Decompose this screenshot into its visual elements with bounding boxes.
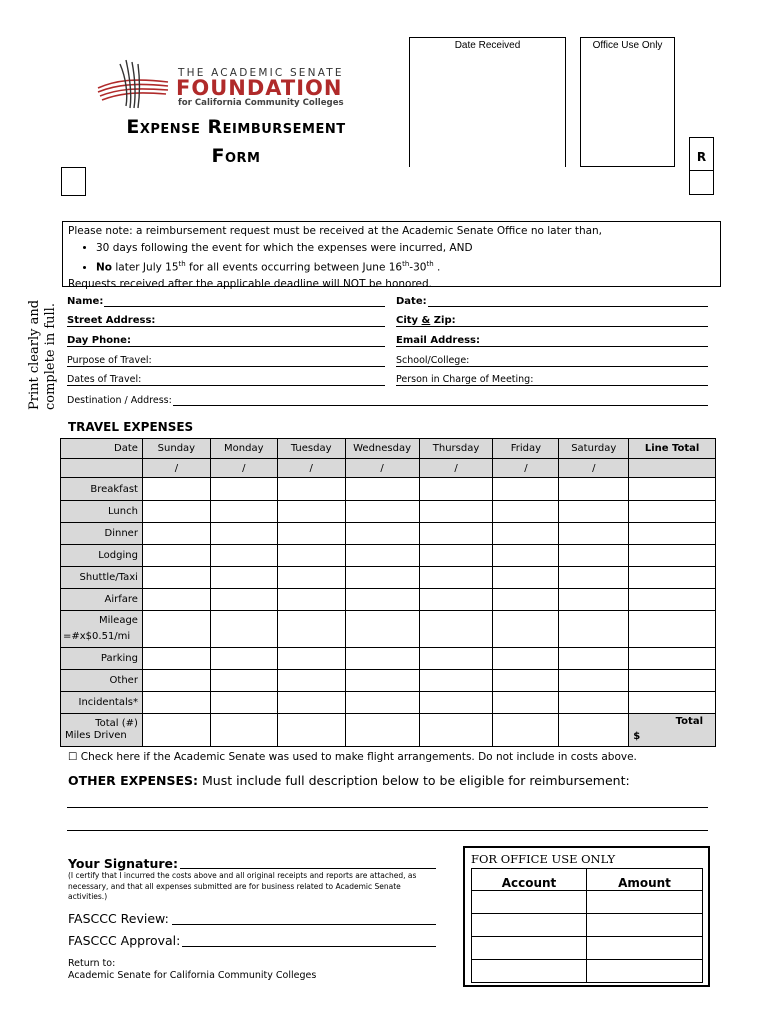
print-clearly-note <box>27 300 59 410</box>
signature-label: Your Signature: <box>68 856 178 871</box>
note-footer: Requests received after the applicable deadline will NOT be honored. <box>68 278 432 290</box>
expense-cell[interactable] <box>210 692 277 714</box>
date-input-sunday[interactable]: / <box>142 459 210 478</box>
row-label-airfare: Airfare <box>61 589 143 611</box>
expense-cell[interactable] <box>277 611 345 648</box>
form-checkbox[interactable] <box>61 167 86 196</box>
expense-cell[interactable] <box>142 523 210 545</box>
review-label: FASCCC Review: <box>68 911 169 926</box>
office-use-only-title: FOR OFFICE USE ONLY <box>471 852 616 866</box>
expense-cell[interactable] <box>493 714 559 747</box>
line-total-cell[interactable] <box>629 648 716 670</box>
line-total-cell[interactable] <box>629 692 716 714</box>
expense-cell[interactable] <box>419 648 493 670</box>
expense-cell[interactable] <box>345 670 419 692</box>
row-label-dinner: Dinner <box>61 523 143 545</box>
row-label-incidentals: Incidentals* <box>61 692 143 714</box>
travel-expenses-heading: TRAVEL EXPENSES <box>68 420 194 434</box>
expense-cell[interactable] <box>419 567 493 589</box>
date-blank <box>61 459 143 478</box>
expense-cell[interactable] <box>210 501 277 523</box>
expense-cell[interactable] <box>345 501 419 523</box>
expense-cell[interactable] <box>142 714 210 747</box>
date-header: Date <box>61 439 143 459</box>
dates-field[interactable] <box>67 385 385 386</box>
row-label-other: Other <box>61 670 143 692</box>
expense-cell[interactable] <box>345 714 419 747</box>
email-field[interactable] <box>396 346 708 347</box>
office-use-label: Office Use Only <box>592 40 663 51</box>
logo-line3: for California Community Colleges <box>178 98 344 108</box>
expense-cell[interactable] <box>493 589 559 611</box>
expense-cell[interactable] <box>559 567 629 589</box>
date-input-monday[interactable]: / <box>210 459 277 478</box>
purpose-field[interactable] <box>67 366 385 367</box>
expense-cell[interactable] <box>210 523 277 545</box>
expense-cell[interactable] <box>210 714 277 747</box>
expense-cell[interactable] <box>493 611 559 648</box>
side-text-line1: Print clearly and <box>27 299 42 410</box>
expense-cell[interactable] <box>493 478 559 501</box>
r-box-divider <box>690 170 713 171</box>
expense-cell[interactable] <box>345 611 419 648</box>
day-friday: Friday <box>493 439 559 459</box>
account-cell[interactable] <box>472 960 587 983</box>
other-expenses-text: Must include full description below to be eligible for reimbursement: <box>198 773 630 788</box>
expense-cell[interactable] <box>559 670 629 692</box>
row-label-mileage: Mileage =#x$0.51/mi <box>61 611 143 648</box>
expense-cell[interactable] <box>345 567 419 589</box>
account-cell[interactable] <box>472 937 587 960</box>
day-thursday: Thursday <box>419 439 493 459</box>
expense-cell[interactable] <box>142 692 210 714</box>
line-total-cell[interactable] <box>629 611 716 648</box>
expense-cell[interactable] <box>345 648 419 670</box>
expense-cell[interactable] <box>142 478 210 501</box>
expense-cell[interactable] <box>345 545 419 567</box>
deadline-note <box>62 221 721 290</box>
signature-field[interactable] <box>180 868 436 869</box>
expense-cell[interactable] <box>277 478 345 501</box>
logo-mark-icon <box>96 58 170 110</box>
date-input-tuesday[interactable]: / <box>277 459 345 478</box>
logo-line2: FOUNDATION <box>176 76 343 100</box>
street-field[interactable] <box>67 326 385 327</box>
phone-label: Day Phone: <box>67 335 131 346</box>
line-total-cell[interactable] <box>629 670 716 692</box>
expense-cell[interactable] <box>210 478 277 501</box>
expense-cell[interactable] <box>277 714 345 747</box>
expense-cell[interactable] <box>419 611 493 648</box>
expense-cell[interactable] <box>142 545 210 567</box>
expense-cell[interactable] <box>142 648 210 670</box>
row-label-lunch: Lunch <box>61 501 143 523</box>
expense-cell[interactable] <box>493 567 559 589</box>
expense-cell[interactable] <box>559 611 629 648</box>
expense-cell[interactable] <box>345 523 419 545</box>
expense-cell[interactable] <box>277 670 345 692</box>
expense-cell[interactable] <box>419 692 493 714</box>
expense-cell[interactable] <box>142 589 210 611</box>
amount-cell[interactable] <box>587 937 703 960</box>
foundation-logo <box>96 58 381 110</box>
expense-cell[interactable] <box>277 523 345 545</box>
line-total-blank <box>629 459 716 478</box>
expense-cell[interactable] <box>345 478 419 501</box>
line-total-cell[interactable] <box>629 545 716 567</box>
day-monday: Monday <box>210 439 277 459</box>
expense-cell[interactable] <box>559 692 629 714</box>
school-field[interactable] <box>396 366 708 367</box>
travel-expenses-table <box>60 438 716 747</box>
expense-cell[interactable] <box>493 648 559 670</box>
side-text-line2: complete in full. <box>43 303 58 410</box>
expense-cell[interactable] <box>210 589 277 611</box>
expense-cell[interactable] <box>559 501 629 523</box>
grand-total-cell[interactable]: Total $ <box>629 714 716 747</box>
expense-cell[interactable] <box>559 714 629 747</box>
expense-cell[interactable] <box>559 478 629 501</box>
expense-cell[interactable] <box>493 501 559 523</box>
amount-cell[interactable] <box>587 891 703 914</box>
expense-cell[interactable] <box>142 567 210 589</box>
name-field[interactable] <box>67 306 385 307</box>
day-saturday: Saturday <box>559 439 629 459</box>
note-bullets <box>68 240 715 277</box>
day-wednesday: Wednesday <box>345 439 419 459</box>
note-bullet-2: • No later July 15th for all events occurring between June 16th-30th . <box>96 256 715 276</box>
other-expenses-line-2[interactable] <box>67 830 708 831</box>
name-label: Name: <box>67 296 104 307</box>
r-label: R <box>696 150 707 164</box>
row-label-lodging: Lodging <box>61 545 143 567</box>
expense-cell[interactable] <box>210 670 277 692</box>
account-cell[interactable] <box>472 891 587 914</box>
expense-cell[interactable] <box>210 611 277 648</box>
person-label: Person in Charge of Meeting: <box>396 374 534 385</box>
account-header: Account <box>472 869 587 891</box>
approval-label: FASCCC Approval: <box>68 933 181 948</box>
expense-cell[interactable] <box>419 478 493 501</box>
expense-cell[interactable] <box>559 589 629 611</box>
expense-cell[interactable] <box>559 648 629 670</box>
account-table <box>471 868 703 983</box>
office-use-only-panel <box>463 846 710 987</box>
expense-cell[interactable] <box>493 692 559 714</box>
flight-arrangement-checkbox[interactable]: ☐ Check here if the Academic Senate was used to make flight arrangements. Do not include in costs above. <box>68 751 637 763</box>
day-sunday: Sunday <box>142 439 210 459</box>
expense-cell[interactable] <box>277 501 345 523</box>
expense-cell[interactable] <box>277 648 345 670</box>
expense-cell[interactable] <box>559 523 629 545</box>
office-use-box[interactable] <box>580 37 675 167</box>
line-total-cell[interactable] <box>629 589 716 611</box>
line-total-header: Line Total <box>629 439 716 459</box>
row-label-shuttle: Shuttle/Taxi <box>61 567 143 589</box>
date-label: Date: <box>396 296 427 307</box>
destination-label: Destination / Address: <box>67 395 172 406</box>
phone-field[interactable] <box>67 346 385 347</box>
person-field[interactable] <box>396 385 708 386</box>
row-label-parking: Parking <box>61 648 143 670</box>
approval-field[interactable] <box>182 946 436 947</box>
expense-cell[interactable] <box>277 589 345 611</box>
form-title <box>86 113 386 171</box>
expense-cell[interactable] <box>345 692 419 714</box>
expense-cell[interactable] <box>210 567 277 589</box>
expense-cell[interactable] <box>419 501 493 523</box>
form-title-line2: Form <box>211 145 261 167</box>
other-expenses-line-1[interactable] <box>67 807 708 808</box>
r-box[interactable] <box>689 137 714 195</box>
other-expenses-heading <box>68 773 630 788</box>
email-label: Email Address: <box>396 335 481 346</box>
line-total-cell[interactable] <box>629 567 716 589</box>
form-title-line1: Expense Reimbursement <box>126 116 346 138</box>
return-to-address: Academic Senate for California Community Colleges <box>68 970 317 981</box>
city-zip-label: City & Zip: <box>396 315 456 326</box>
dates-label: Dates of Travel: <box>67 374 142 385</box>
expense-cell[interactable] <box>419 670 493 692</box>
expense-cell[interactable] <box>559 545 629 567</box>
expense-cell[interactable] <box>493 523 559 545</box>
date-received-label: Date Received <box>454 40 521 51</box>
expense-cell[interactable] <box>419 523 493 545</box>
line-total-cell[interactable] <box>629 478 716 501</box>
expense-cell[interactable] <box>142 611 210 648</box>
signature-certification: (I certify that I incurred the costs above and all original receipts and reports are attached, as necessary, and that all expenses submitted are for business related to Academic Senate activities.) <box>68 871 417 901</box>
date-input-friday[interactable]: / <box>493 459 559 478</box>
date-field[interactable] <box>396 306 708 307</box>
expense-cell[interactable] <box>277 545 345 567</box>
city-zip-field[interactable] <box>396 326 708 327</box>
logo-line1: THE ACADEMIC SENATE <box>178 67 344 79</box>
expense-cell[interactable] <box>493 545 559 567</box>
amount-cell[interactable] <box>587 914 703 937</box>
note-intro: Please note: a reimbursement request must be received at the Academic Senate Office no later than, <box>68 225 603 237</box>
account-cell[interactable] <box>472 914 587 937</box>
return-to-label: Return to: <box>68 958 116 969</box>
line-total-cell[interactable] <box>629 523 716 545</box>
other-expenses-label: OTHER EXPENSES: <box>68 773 199 788</box>
expense-cell[interactable] <box>419 714 493 747</box>
expense-cell[interactable] <box>419 545 493 567</box>
amount-header: Amount <box>587 869 703 891</box>
school-label: School/College: <box>396 355 470 366</box>
expense-cell[interactable] <box>277 567 345 589</box>
expense-cell[interactable] <box>419 589 493 611</box>
row-label-breakfast: Breakfast <box>61 478 143 501</box>
street-label: Street Address: <box>67 315 156 326</box>
date-input-saturday[interactable]: / <box>559 459 629 478</box>
review-field[interactable] <box>172 924 436 925</box>
return-to <box>68 958 316 982</box>
expense-cell[interactable] <box>210 648 277 670</box>
expense-cell[interactable] <box>142 501 210 523</box>
note-bullet-1: • 30 days following the event for which the expenses were incurred, AND <box>96 240 715 257</box>
date-input-thursday[interactable]: / <box>419 459 493 478</box>
day-tuesday: Tuesday <box>277 439 345 459</box>
date-input-wednesday[interactable]: / <box>345 459 419 478</box>
date-received-box[interactable] <box>409 37 566 167</box>
amount-cell[interactable] <box>587 960 703 983</box>
expense-cell[interactable] <box>210 545 277 567</box>
expense-cell[interactable] <box>142 670 210 692</box>
purpose-label: Purpose of Travel: <box>67 355 152 366</box>
line-total-cell[interactable] <box>629 501 716 523</box>
expense-cell[interactable] <box>277 692 345 714</box>
expense-cell[interactable] <box>345 589 419 611</box>
expense-cell[interactable] <box>493 670 559 692</box>
row-label-miles-driven: Total (#) Miles Driven <box>61 714 143 747</box>
